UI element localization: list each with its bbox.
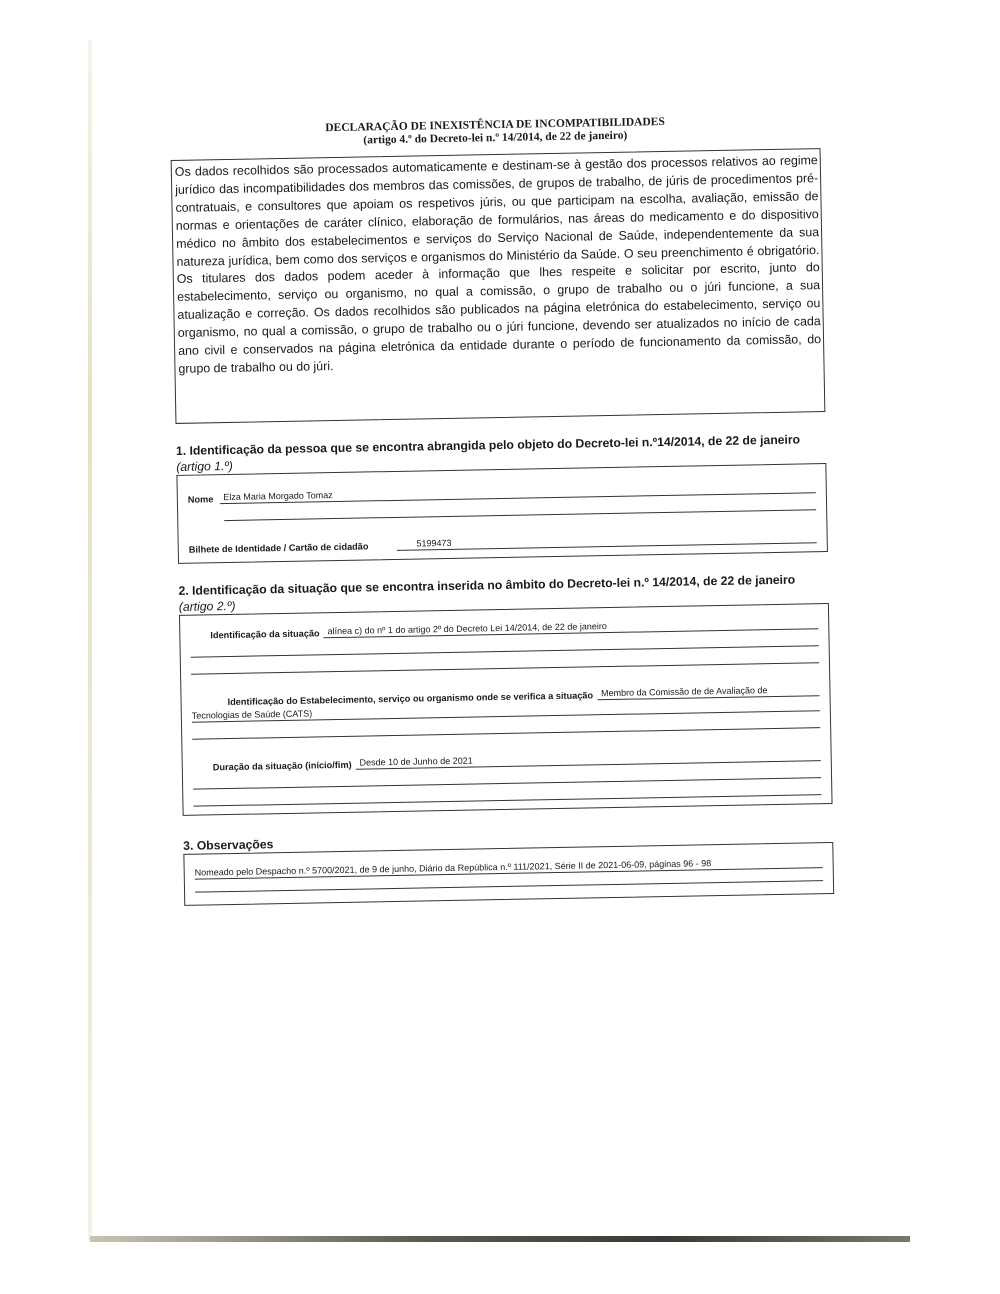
section-2-heading: 2. Identificação da situação que se encontra inserida no âmbito do Decreto-lei n.º 14/2014, de 22 de janeiro (178, 572, 796, 598)
id-row (189, 530, 817, 555)
establishment-label: Identificação do Estabelecimento, serviço ou organismo onde se verifica a situação (227, 690, 594, 707)
document-subtitle: (artigo 4.º do Decreto-lei n.º 14/2014, de 22 de janeiro) (363, 129, 628, 147)
id-field[interactable]: 5199473 (396, 530, 816, 551)
document-title: DECLARAÇÃO DE INEXISTÊNCIA DE INCOMPATIBILIDADES (325, 115, 665, 135)
section-2-ref: (artigo 2.º) (178, 598, 236, 614)
situation-field[interactable]: alínea c) do nº 1 do artigo 2º do Decreto Lei 14/2014, de 22 de janeiro (323, 616, 818, 638)
notice-text: Os dados recolhidos são processados automaticamente e destinam-se à gestão dos processos relativos ao regime jurídico das incompatibilidades dos membros das comissões, de grupos de trabalho, de júris de procedimentos pré-contratuais, e consultores que apoiam os respetivos júris, ou que participam na escolha, avaliação, emissão de normas e orientações de caráter clínico, elaboração de formulários, nas áreas do medicamento e do dispositivo médico no âmbito dos estabelecimentos e serviços do Serviço Nacional de Saúde, independentemente da sua natureza jurídica, bem como dos serviços e organismos do Ministério da Saúde. O seu preenchimento é obrigatório. Os titulares dos dados podem aceder à informação que lhes respeite e solicitar por escrito, junto do estabelecimento, serviço ou organismo, no qual a comissão, o grupo de trabalho ou o júri funcione, a sua atualização e correção. Os dados recolhidos são publicados na página eletrónica do estabelecimento, serviço ou organismo, no qual a comissão, o grupo de trabalho ou o júri funcione, devendo ser atualizados no início de cada ano civil e conservados na página eletrónica da entidade durante o período de funcionamento da comissão, do grupo de trabalho ou do júri. (174, 153, 822, 376)
observations-field[interactable]: Nomeado pelo Despacho n.º 5700/2021, de 9 de junho, Diário da República n.º 111/2021, Série II de 2021-06-09, páginas 96 - 98 (195, 853, 823, 880)
name-field[interactable]: Elza Maria Morgado Tomaz (219, 480, 816, 504)
section-1-ref: (artigo 1.º) (176, 458, 233, 474)
scan-page-edge-bottom (90, 1236, 910, 1242)
section-1-heading: 1. Identificação da pessoa que se encontra abrangida pelo objeto do Decreto-lei n.º14/2014, de 22 de janeiro (175, 432, 801, 458)
establishment-field-line-2[interactable]: Tecnologias de Saúde (CATS) (192, 696, 820, 723)
data-protection-notice (171, 148, 826, 424)
declaration-document (170, 113, 834, 906)
section-2-box (179, 603, 833, 816)
id-label: Bilhete de Identidade / Cartão de cidadão (188, 541, 369, 555)
name-label: Nome (187, 494, 214, 505)
section-1-box (176, 463, 828, 564)
section-3-heading: 3. Observações (183, 837, 274, 853)
duration-field[interactable]: Desde 10 de Junho de 2021 (355, 748, 820, 770)
situation-label: Identificação da situação (210, 628, 320, 641)
establishment-field[interactable]: Membro da Comissão de de Avaliação de (597, 683, 820, 700)
duration-label: Duração da situação (início/fim) (212, 759, 352, 773)
